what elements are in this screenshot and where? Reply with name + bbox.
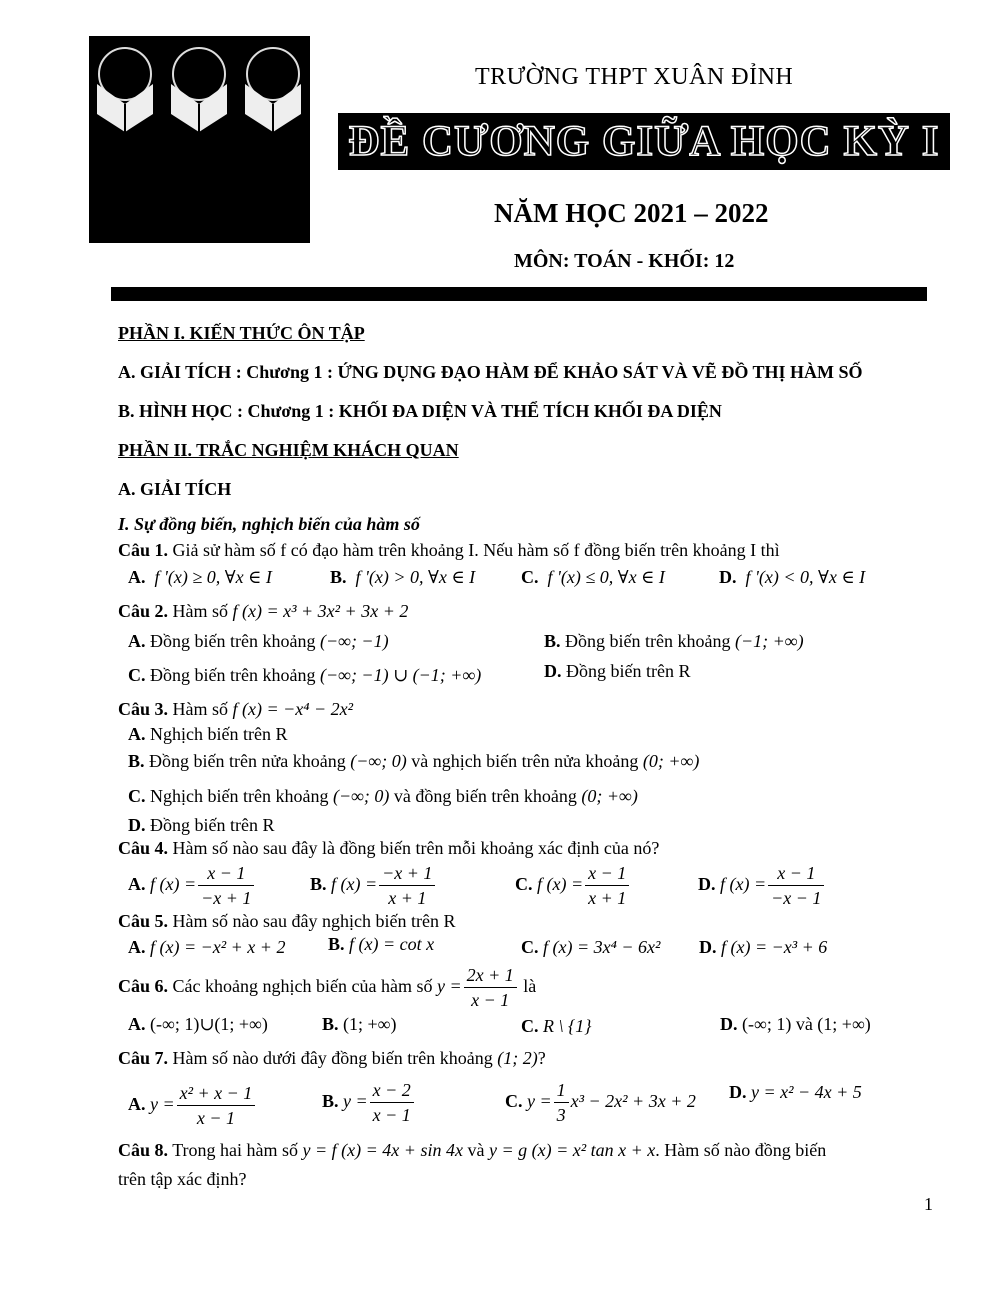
q2-option-a: A. Đồng biến trên khoảng (−∞; −1) (128, 631, 389, 651)
q1-option-d: D. f '(x) < 0, ∀x ∈ I (719, 567, 866, 587)
page-number: 1 (924, 1194, 933, 1214)
school-logo (89, 36, 310, 243)
question-5: Câu 5. Hàm số nào sau đây nghịch biến trên R (118, 911, 456, 931)
subject-grade: MÔN: TOÁN - KHỐI: 12 (514, 250, 735, 272)
q1-option-a: A. f '(x) ≥ 0, ∀x ∈ I (128, 567, 272, 587)
q7-option-b: B. y = $\frac{x - 2}{x - 1}$ (322, 1077, 416, 1127)
question-7: Câu 7. Hàm số nào dưới đây đồng biến trên khoảng (1; 2)? (118, 1048, 546, 1068)
question-6: Câu 6. Các khoảng nghịch biến của hàm số y = $\frac{2x + 1}{x - 1}$ là (118, 965, 537, 1011)
question-2: Câu 2. Hàm số f (x) = x³ + 3x² + 3x + 2 (118, 601, 409, 621)
book-emblem-icon (165, 44, 233, 140)
q7-option-d: D. y = x² − 4x + 5 (729, 1082, 862, 1102)
school-name: TRƯỜNG THPT XUÂN ĐỈNH (475, 64, 794, 90)
q4-option-c: C. f (x) = $\frac{x - 1}{x + 1}$ (515, 860, 631, 910)
q7-option-a: A. y = $\frac{\text{x² + x − 1}}{x - 1}$ (128, 1080, 257, 1130)
q5-option-b: B. f (x) = cot x (328, 934, 435, 954)
q3-option-b: B. Đồng biến trên nửa khoảng (−∞; 0) và nghịch biến trên nửa khoảng (0; +∞) (128, 751, 700, 771)
question-4: Câu 4. Hàm số nào sau đây là đồng biến trên mỗi khoảng xác định của nó? (118, 838, 660, 858)
question-3: Câu 3. Hàm số f (x) = −x⁴ − 2x² (118, 699, 354, 719)
subsection-title: I. Sự đồng biến, nghịch biến của hàm số (118, 514, 420, 534)
q5-option-c: C. f (x) = 3x⁴ − 6x² (521, 937, 661, 957)
q7-option-c: C. y = $\frac{1}{3}$ x³ − 2x² + 3x + 2 (505, 1080, 696, 1126)
q4-option-a: A. f (x) = $\frac{x - 1}{-x + 1}$ (128, 860, 256, 910)
q2-option-c: C. Đồng biến trên khoảng (−∞; −1) ∪ (−1; +∞) (128, 665, 482, 685)
q4-option-b: B. f (x) = $\frac{-x + 1}{x + 1}$ (310, 860, 437, 910)
question-8: Câu 8. Trong hai hàm số y = f (x) = 4x + sin 4x và y = g (x) = x² tan x + x. Hàm số nào đồng biến (118, 1140, 827, 1160)
q5-option-d: D. f (x) = −x³ + 6 (699, 937, 828, 957)
q6-option-b: B. (1; +∞) (322, 1014, 397, 1034)
q2-option-b: B. Đồng biến trên khoảng (−1; +∞) (544, 631, 804, 651)
q6-option-a: A. (-∞; 1)∪(1; +∞) (128, 1014, 268, 1034)
q1-option-c: C. f '(x) ≤ 0, ∀x ∈ I (521, 567, 665, 587)
part1-item-b: B. HÌNH HỌC : Chương 1 : KHỐI ĐA DIỆN VÀ THỂ TÍCH KHỐI ĐA DIỆN (118, 401, 722, 421)
part1-title: PHẦN I. KIẾN THỨC ÔN TẬP (118, 323, 365, 343)
part1-item-a: A. GIẢI TÍCH : Chương 1 : ỨNG DỤNG ĐẠO HÀM ĐỂ KHẢO SÁT VÀ VẼ ĐỒ THỊ HÀM SỐ (118, 362, 863, 382)
school-year: NĂM HỌC 2021 – 2022 (494, 198, 769, 228)
book-emblem-icon (91, 44, 159, 140)
question-8-continued: trên tập xác định? (118, 1169, 247, 1189)
section-title: A. GIẢI TÍCH (118, 479, 232, 499)
q5-option-a: A. f (x) = −x² + x + 2 (128, 937, 286, 957)
document-banner: ĐỀ CƯƠNG GIỮA HỌC KỲ I (338, 113, 950, 170)
q4-option-d: D. f (x) = $\frac{x - 1}{-x - 1}$ (698, 860, 826, 910)
q3-option-a: A. Nghịch biến trên R (128, 724, 288, 744)
question-1: Câu 1. Giả sử hàm số f có đạo hàm trên khoảng I. Nếu hàm số f đồng biến trên khoảng I thì (118, 540, 780, 560)
q6-option-c: C. R \ {1} (521, 1016, 592, 1036)
q1-option-b: B. f '(x) > 0, ∀x ∈ I (330, 567, 476, 587)
q6-option-d: D. (-∞; 1) và (1; +∞) (720, 1014, 871, 1034)
q3-option-c: C. Nghịch biến trên khoảng (−∞; 0) và đồng biến trên khoảng (0; +∞) (128, 786, 638, 806)
q2-option-d: D. Đồng biến trên R (544, 661, 691, 681)
part2-title: PHẦN II. TRẮC NGHIỆM KHÁCH QUAN (118, 440, 459, 460)
q3-option-d: D. Đồng biến trên R (128, 815, 275, 835)
book-emblem-icon (239, 44, 307, 140)
header-divider (111, 287, 927, 301)
